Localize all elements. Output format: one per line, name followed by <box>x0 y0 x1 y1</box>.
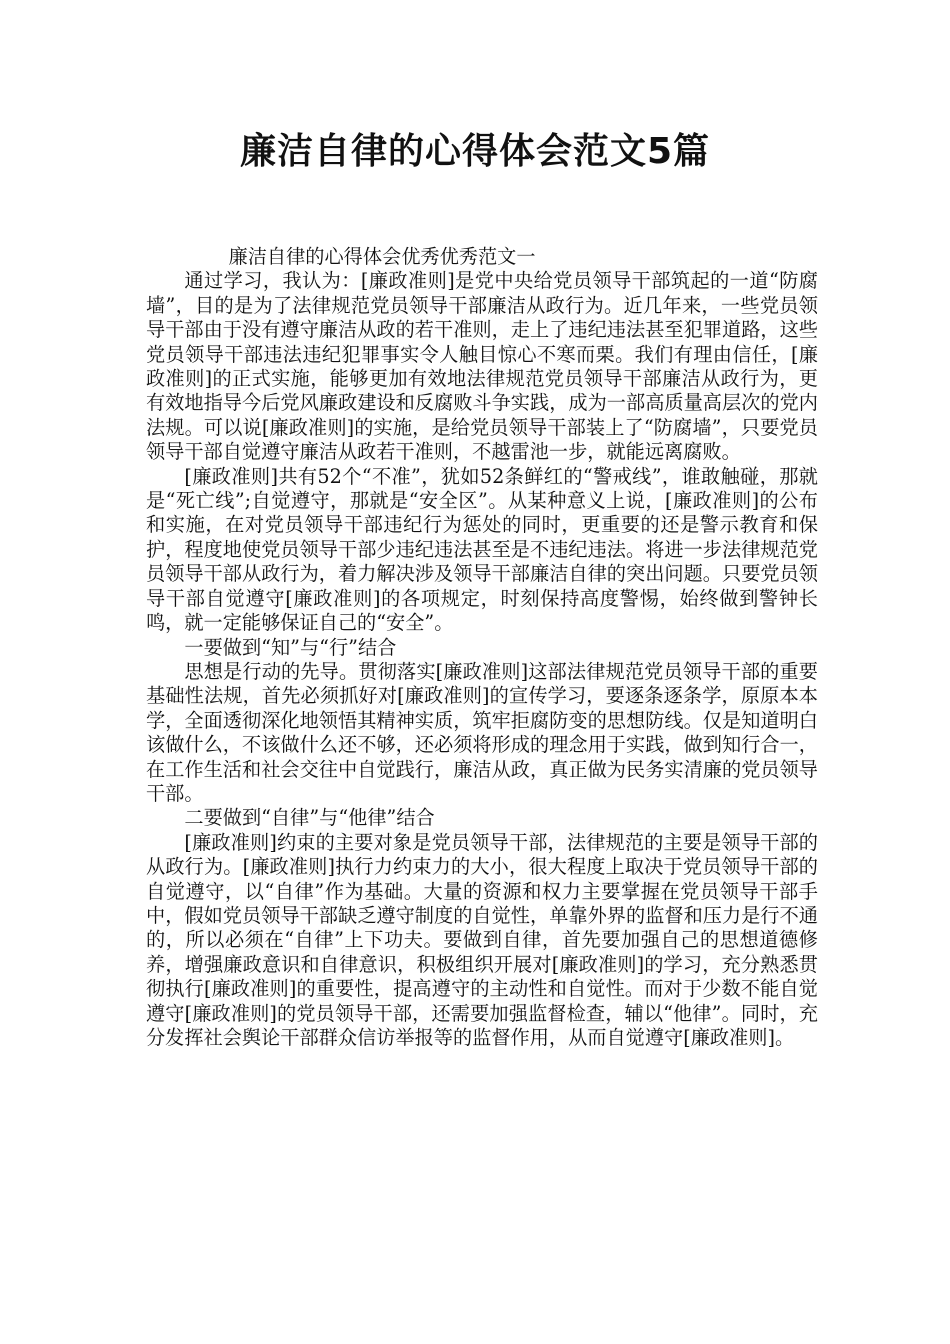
paragraph-3: 思想是行动的先导。贯彻落实[廉政准则]这部法律规范党员领导干部的重要基础性法规，首先必须抓好对[廉政准则]的宣传学习，要逐条逐条学，原原本本学，全面透彻深化地领悟其精神实质，筑牢拒腐防变的思想防线。仅是知道明白该做什么，不该做什么还不够，还必须将形成的理念用于实践，做到知行合一，在工作生活和社会交往中自觉践行，廉洁从政，真正做为民务实清廉的党员领导干部。 <box>146 659 818 805</box>
section-heading-1: 一要做到“知”与“行”结合 <box>184 635 397 659</box>
document-subtitle: 廉洁自律的心得体会优秀优秀范文一 <box>228 245 536 268</box>
section-heading-2: 二要做到“自律”与“他律”结合 <box>184 806 435 830</box>
paragraph-2: [廉政准则]共有52个“不准”，犹如52条鲜红的“警戒线”，谁敢触碰，那就是“死亡线”;自觉遵守，那就是“安全区”。从某种意义上说，[廉政准则]的公布和实施，在对党员领导干部违纪行为惩处的同时，更重要的还是警示教育和保护，程度地使党员领导干部少违纪违法甚至是不违纪违法。将进一步法律规范党员领导干部从政行为，着力解决涉及领导干部廉洁自律的突出问题。只要党员领导干部自觉遵守[廉政准则]的各项规定，时刻保持高度警惕，始终做到警钟长鸣，就一定能够保证自己的“安全”。 <box>146 464 818 635</box>
paragraph-1: 通过学习，我认为：[廉政准则]是党中央给党员领导干部筑起的一道“防腐墙”，目的是为了法律规范党员领导干部廉洁从政行为。近几年来，一些党员领导干部由于没有遵守廉洁从政的若干准则，走上了违纪违法甚至犯罪道路，这些党员领导干部违法违纪犯罪事实令人触目惊心不寒而栗。我们有理由信任，[廉政准则]的正式实施，能够更加有效地法律规范党员领导干部廉洁从政行为，更有效地指导今后党风廉政建设和反腐败斗争实践，成为一部高质量高层次的党内法规。可以说[廉政准则]的实施，是给党员领导干部装上了“防腐墙”，只要党员领导干部自觉遵守廉洁从政若干准则，不越雷池一步，就能远离腐败。 <box>146 269 818 464</box>
paragraph-4: [廉政准则]约束的主要对象是党员领导干部，法律规范的主要是领导干部的从政行为。[廉政准则]执行力约束力的大小，很大程度上取决于党员领导干部的自觉遵守，以“自律”作为基础。大量的资源和权力主要掌握在党员领导干部手中，假如党员领导干部缺乏遵守制度的自觉性，单靠外界的监督和压力是行不通的，所以必须在“自律”上下功夫。要做到自律，首先要加强自己的思想道德修养，增强廉政意识和自律意识，积极组织开展对[廉政准则]的学习，充分熟悉贯彻执行[廉政准则]的重要性，提高遵守的主动性和自觉性。而对于少数不能自觉遵守[廉政准则]的党员领导干部，还需要加强监督检查，辅以“他律”。同时，充分发挥社会舆论干部群众信访举报等的监督作用，从而自觉遵守[廉政准则]。 <box>146 830 818 1049</box>
document-body <box>146 245 818 1050</box>
document-title: 廉洁自律的心得体会范文5篇 <box>239 131 711 172</box>
